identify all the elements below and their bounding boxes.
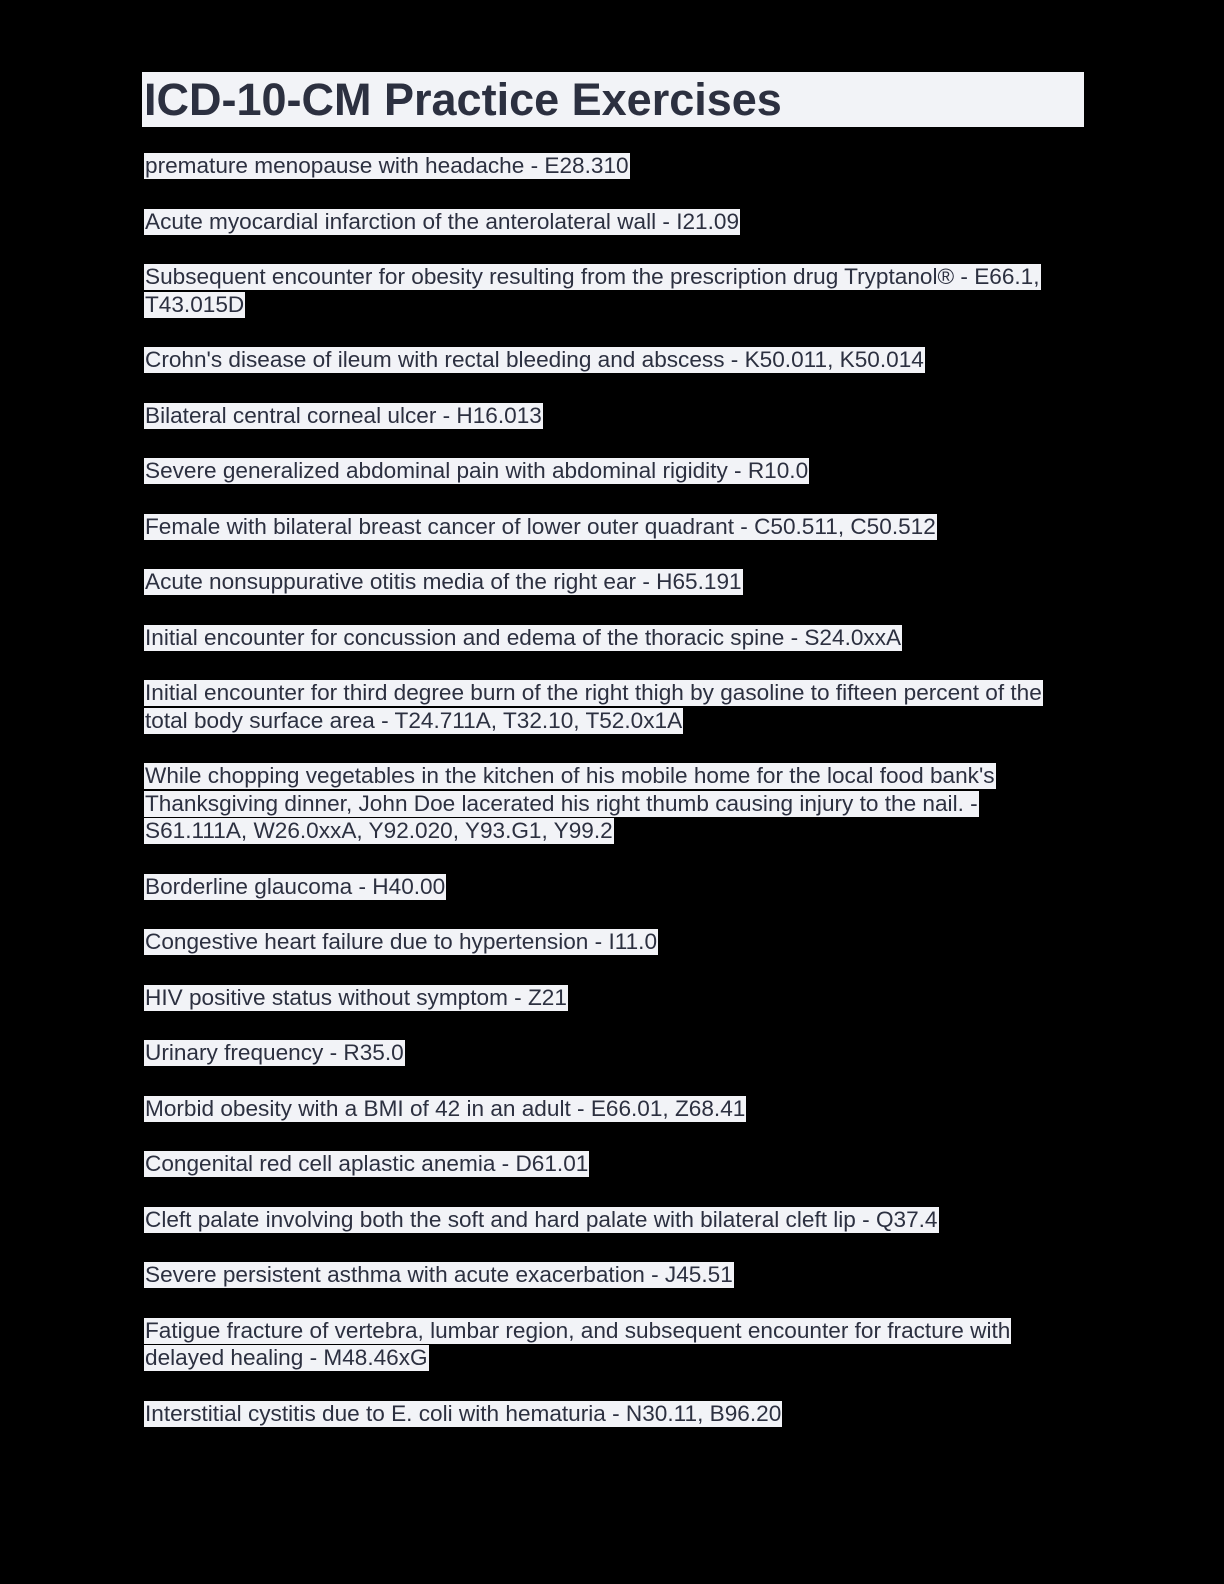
list-item — [144, 457, 1084, 485]
list-item — [144, 679, 1084, 734]
list-item — [144, 402, 1084, 430]
list-item — [144, 1039, 1084, 1067]
list-item-text: Subsequent encounter for obesity resulting from the prescription drug Tryptanol® - E66.1, T43.015D — [145, 264, 1040, 317]
list-item — [144, 1317, 1084, 1372]
list-item — [144, 928, 1084, 956]
list-item-text: Initial encounter for third degree burn of the right thigh by gasoline to fifteen percent of the total body surface area - T24.711A, T32.10, T52.0x1A — [145, 680, 1042, 733]
list-item-text: Severe generalized abdominal pain with abdominal rigidity - R10.0 — [145, 458, 809, 483]
list-item-text: Urinary frequency - R35.0 — [145, 1040, 404, 1065]
list-item-text: Fatigue fracture of vertebra, lumbar region, and subsequent encounter for fracture with delayed healing - M48.46xG — [145, 1317, 1011, 1370]
list-item-text: Initial encounter for concussion and edema of the thoracic spine - S24.0xxA — [145, 624, 902, 650]
list-item-text: Acute myocardial infarction of the anterolateral wall - I21.09 — [145, 208, 740, 234]
list-item — [144, 1261, 1084, 1289]
list-item — [144, 1095, 1084, 1123]
list-item — [144, 624, 1084, 652]
document-page — [142, 72, 1084, 1455]
list-item — [144, 152, 1084, 180]
exercise-list — [142, 152, 1084, 1427]
list-item — [144, 873, 1084, 901]
list-item — [144, 208, 1084, 236]
list-item-text: Cleft palate involving both the soft and hard palate with bilateral cleft lip - Q37.4 — [145, 1206, 938, 1232]
list-item-text: Crohn's disease of ileum with rectal bleeding and abscess - K50.011, K50.014 — [145, 347, 924, 372]
list-item-text: HIV positive status without symptom - Z21 — [145, 984, 567, 1010]
list-item-text: While chopping vegetables in the kitchen of his mobile home for the local food bank's Thanksgiving dinner, John Doe lacerated his right thumb causing injury to the nail. - S61.111A, W26.0xxA, Y92.020, Y93.G1, Y99.2 — [145, 763, 995, 843]
page-title: ICD-10-CM Practice Exercises — [144, 74, 782, 125]
list-item-text: Borderline glaucoma - H40.00 — [145, 873, 446, 899]
list-item — [144, 1206, 1084, 1234]
list-item-text: premature menopause with headache - E28.310 — [145, 153, 629, 178]
list-item-text: Congestive heart failure due to hypertension - I11.0 — [145, 929, 658, 954]
list-item — [144, 263, 1084, 318]
list-item-text: Bilateral central corneal ulcer - H16.013 — [145, 402, 542, 428]
list-item-text: Morbid obesity with a BMI of 42 in an adult - E66.01, Z68.41 — [145, 1095, 746, 1121]
list-item — [144, 984, 1084, 1012]
list-item — [144, 346, 1084, 374]
list-item-text: Interstitial cystitis due to E. coli with hematuria - N30.11, B96.20 — [145, 1400, 782, 1426]
list-item-text: Severe persistent asthma with acute exacerbation - J45.51 — [145, 1262, 733, 1287]
list-item — [144, 568, 1084, 596]
list-item — [144, 1150, 1084, 1178]
list-item-text: Congenital red cell aplastic anemia - D61.01 — [145, 1151, 589, 1176]
list-item — [144, 762, 1084, 845]
list-item-text: Female with bilateral breast cancer of lower outer quadrant - C50.511, C50.512 — [145, 513, 936, 539]
list-item — [144, 513, 1084, 541]
list-item — [144, 1400, 1084, 1428]
list-item-text: Acute nonsuppurative otitis media of the right ear - H65.191 — [145, 569, 742, 594]
title-bar — [142, 72, 1084, 127]
